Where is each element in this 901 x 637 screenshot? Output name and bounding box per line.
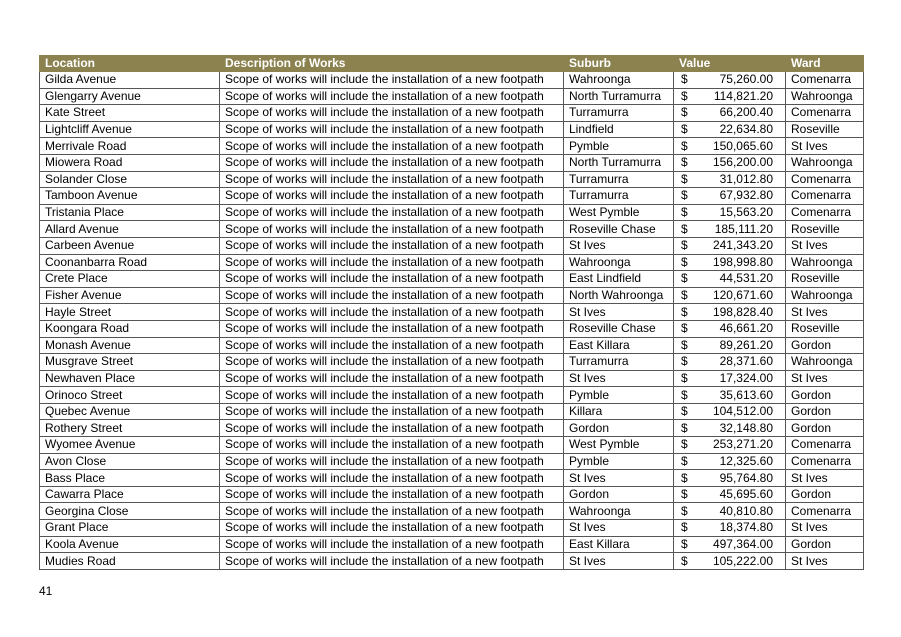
location-cell: Merrivale Road [40, 138, 220, 155]
description-cell: Scope of works will include the installation of a new footpath [220, 237, 564, 254]
currency-symbol: $ [681, 122, 688, 137]
table-row [40, 287, 864, 304]
location-cell: Crete Place [40, 271, 220, 288]
location-cell: Rothery Street [40, 420, 220, 437]
value-amount: 15,563.20 [719, 205, 773, 220]
value-amount: 198,828.40 [712, 304, 773, 319]
value-amount: 95,764.80 [719, 470, 773, 485]
currency-symbol: $ [681, 520, 688, 535]
value-amount: 75,260.00 [719, 72, 773, 87]
suburb-cell: St Ives [564, 553, 674, 570]
value-amount: 35,613.60 [719, 387, 773, 402]
ward-cell: Gordon [786, 486, 864, 503]
suburb-cell: St Ives [564, 370, 674, 387]
ward-cell: Comenarra [786, 437, 864, 454]
value-cell [674, 271, 786, 288]
description-cell: Scope of works will include the installation of a new footpath [220, 553, 564, 570]
suburb-cell: North Turramurra [564, 154, 674, 171]
value-amount: 198,998.80 [712, 254, 773, 269]
table-row [40, 154, 864, 171]
currency-symbol: $ [681, 254, 688, 269]
value-cell [674, 154, 786, 171]
value-cell [674, 420, 786, 437]
currency-symbol: $ [681, 354, 688, 369]
table-row [40, 171, 864, 188]
description-cell: Scope of works will include the installation of a new footpath [220, 453, 564, 470]
location-cell: Quebec Avenue [40, 403, 220, 420]
ward-cell: Roseville [786, 121, 864, 138]
currency-symbol: $ [681, 553, 688, 568]
ward-cell: Wahroonga [786, 354, 864, 371]
location-cell: Tristania Place [40, 204, 220, 221]
value-amount: 66,200.40 [719, 105, 773, 120]
currency-symbol: $ [681, 271, 688, 286]
description-cell: Scope of works will include the installation of a new footpath [220, 154, 564, 171]
table-row [40, 536, 864, 553]
value-cell [674, 470, 786, 487]
ward-cell: St Ives [786, 138, 864, 155]
currency-symbol: $ [681, 321, 688, 336]
currency-symbol: $ [681, 337, 688, 352]
location-cell: Fisher Avenue [40, 287, 220, 304]
currency-symbol: $ [681, 288, 688, 303]
suburb-cell: North Turramurra [564, 88, 674, 105]
description-cell: Scope of works will include the installation of a new footpath [220, 520, 564, 537]
table-row [40, 503, 864, 520]
value-amount: 46,661.20 [719, 321, 773, 336]
location-cell: Grant Place [40, 520, 220, 537]
page-number: 41 [39, 584, 53, 598]
currency-symbol: $ [681, 221, 688, 236]
table-row [40, 553, 864, 570]
location-cell: Monash Avenue [40, 337, 220, 354]
description-cell: Scope of works will include the installation of a new footpath [220, 420, 564, 437]
currency-symbol: $ [681, 188, 688, 203]
location-cell: Gilda Avenue [40, 72, 220, 89]
table-header [40, 56, 864, 72]
ward-cell: St Ives [786, 370, 864, 387]
table-row [40, 254, 864, 271]
value-cell [674, 370, 786, 387]
location-cell: Tamboon Avenue [40, 188, 220, 205]
suburb-cell: St Ives [564, 304, 674, 321]
location-cell: Solander Close [40, 171, 220, 188]
suburb-cell: Turramurra [564, 188, 674, 205]
description-cell: Scope of works will include the installation of a new footpath [220, 437, 564, 454]
value-cell [674, 503, 786, 520]
table-row [40, 237, 864, 254]
location-cell: Lightcliff Avenue [40, 121, 220, 138]
description-cell: Scope of works will include the installation of a new footpath [220, 221, 564, 238]
value-amount: 150,065.60 [712, 138, 773, 153]
ward-cell: Roseville [786, 271, 864, 288]
table-row [40, 403, 864, 420]
value-cell [674, 437, 786, 454]
currency-symbol: $ [681, 487, 688, 502]
value-amount: 185,111.20 [714, 221, 773, 236]
ward-cell: Comenarra [786, 171, 864, 188]
value-amount: 89,261.20 [719, 337, 773, 352]
suburb-cell: Turramurra [564, 105, 674, 122]
value-cell [674, 536, 786, 553]
location-cell: Koola Avenue [40, 536, 220, 553]
value-cell [674, 403, 786, 420]
header-location: Location [40, 56, 220, 72]
location-cell: Glengarry Avenue [40, 88, 220, 105]
description-cell: Scope of works will include the installation of a new footpath [220, 105, 564, 122]
value-amount: 18,374.80 [719, 520, 773, 535]
description-cell: Scope of works will include the installation of a new footpath [220, 337, 564, 354]
ward-cell: Roseville [786, 320, 864, 337]
table-row [40, 320, 864, 337]
ward-cell: St Ives [786, 237, 864, 254]
value-cell [674, 72, 786, 89]
description-cell: Scope of works will include the installation of a new footpath [220, 503, 564, 520]
value-cell [674, 304, 786, 321]
suburb-cell: Wahroonga [564, 503, 674, 520]
table-header-row [40, 56, 864, 72]
value-cell [674, 254, 786, 271]
value-cell [674, 88, 786, 105]
suburb-cell: North Wahroonga [564, 287, 674, 304]
description-cell: Scope of works will include the installation of a new footpath [220, 254, 564, 271]
value-amount: 114,821.20 [713, 88, 773, 103]
ward-cell: Wahroonga [786, 254, 864, 271]
currency-symbol: $ [681, 453, 688, 468]
ward-cell: Roseville [786, 221, 864, 238]
table-row [40, 420, 864, 437]
description-cell: Scope of works will include the installation of a new footpath [220, 470, 564, 487]
location-cell: Avon Close [40, 453, 220, 470]
location-cell: Hayle Street [40, 304, 220, 321]
value-amount: 44,531.20 [719, 271, 773, 286]
value-amount: 45,695.60 [719, 487, 773, 502]
table-row [40, 437, 864, 454]
suburb-cell: Wahroonga [564, 254, 674, 271]
description-cell: Scope of works will include the installation of a new footpath [220, 387, 564, 404]
location-cell: Mudies Road [40, 553, 220, 570]
currency-symbol: $ [681, 88, 688, 103]
ward-cell: St Ives [786, 470, 864, 487]
table-row [40, 354, 864, 371]
currency-symbol: $ [681, 304, 688, 319]
ward-cell: Comenarra [786, 105, 864, 122]
description-cell: Scope of works will include the installation of a new footpath [220, 188, 564, 205]
table-row [40, 88, 864, 105]
description-cell: Scope of works will include the installation of a new footpath [220, 370, 564, 387]
currency-symbol: $ [681, 105, 688, 120]
suburb-cell: Gordon [564, 420, 674, 437]
value-cell [674, 453, 786, 470]
suburb-cell: Gordon [564, 486, 674, 503]
suburb-cell: Turramurra [564, 354, 674, 371]
value-amount: 32,148.80 [719, 420, 773, 435]
description-cell: Scope of works will include the installation of a new footpath [220, 354, 564, 371]
table-row [40, 271, 864, 288]
value-amount: 67,932.80 [719, 188, 773, 203]
description-cell: Scope of works will include the installation of a new footpath [220, 88, 564, 105]
location-cell: Wyomee Avenue [40, 437, 220, 454]
ward-cell: Wahroonga [786, 287, 864, 304]
table-row [40, 72, 864, 89]
currency-symbol: $ [681, 420, 688, 435]
description-cell: Scope of works will include the installation of a new footpath [220, 204, 564, 221]
table-row [40, 337, 864, 354]
currency-symbol: $ [681, 437, 688, 452]
value-amount: 31,012.80 [719, 171, 773, 186]
currency-symbol: $ [681, 72, 688, 87]
header-suburb: Suburb [564, 56, 674, 72]
value-cell [674, 221, 786, 238]
table-row [40, 221, 864, 238]
value-amount: 241,343.20 [712, 238, 773, 253]
location-cell: Orinoco Street [40, 387, 220, 404]
currency-symbol: $ [681, 370, 688, 385]
value-cell [674, 320, 786, 337]
value-cell [674, 204, 786, 221]
table-body [40, 72, 864, 570]
value-cell [674, 387, 786, 404]
ward-cell: Comenarra [786, 453, 864, 470]
ward-cell: Gordon [786, 536, 864, 553]
header-value: Value [674, 56, 786, 72]
description-cell: Scope of works will include the installation of a new footpath [220, 72, 564, 89]
ward-cell: St Ives [786, 520, 864, 537]
value-cell [674, 520, 786, 537]
value-amount: 22,634.80 [719, 122, 773, 137]
currency-symbol: $ [681, 205, 688, 220]
suburb-cell: Roseville Chase [564, 320, 674, 337]
currency-symbol: $ [681, 171, 688, 186]
suburb-cell: St Ives [564, 520, 674, 537]
value-amount: 105,222.00 [712, 553, 773, 568]
table-row [40, 520, 864, 537]
header-ward: Ward [786, 56, 864, 72]
ward-cell: Gordon [786, 337, 864, 354]
value-cell [674, 237, 786, 254]
suburb-cell: West Pymble [564, 437, 674, 454]
value-cell [674, 337, 786, 354]
value-amount: 156,200.00 [712, 155, 773, 170]
ward-cell: Comenarra [786, 188, 864, 205]
value-amount: 120,671.60 [712, 288, 773, 303]
table-row [40, 453, 864, 470]
description-cell: Scope of works will include the installation of a new footpath [220, 403, 564, 420]
table-row [40, 121, 864, 138]
value-cell [674, 121, 786, 138]
suburb-cell: St Ives [564, 470, 674, 487]
value-cell [674, 354, 786, 371]
works-table [39, 55, 864, 570]
location-cell: Newhaven Place [40, 370, 220, 387]
currency-symbol: $ [681, 470, 688, 485]
description-cell: Scope of works will include the installation of a new footpath [220, 171, 564, 188]
currency-symbol: $ [681, 238, 688, 253]
suburb-cell: Pymble [564, 453, 674, 470]
ward-cell: Gordon [786, 420, 864, 437]
table-row [40, 188, 864, 205]
suburb-cell: West Pymble [564, 204, 674, 221]
description-cell: Scope of works will include the installation of a new footpath [220, 536, 564, 553]
value-cell [674, 105, 786, 122]
suburb-cell: Pymble [564, 387, 674, 404]
value-cell [674, 188, 786, 205]
description-cell: Scope of works will include the installation of a new footpath [220, 138, 564, 155]
location-cell: Cawarra Place [40, 486, 220, 503]
value-amount: 40,810.80 [719, 503, 773, 518]
value-cell [674, 287, 786, 304]
value-amount: 12,325.60 [719, 453, 773, 468]
suburb-cell: Wahroonga [564, 72, 674, 89]
description-cell: Scope of works will include the installation of a new footpath [220, 121, 564, 138]
value-amount: 253,271.20 [712, 437, 773, 452]
suburb-cell: Pymble [564, 138, 674, 155]
value-cell [674, 553, 786, 570]
currency-symbol: $ [681, 503, 688, 518]
table-row [40, 370, 864, 387]
location-cell: Georgina Close [40, 503, 220, 520]
ward-cell: Comenarra [786, 204, 864, 221]
table-row [40, 470, 864, 487]
ward-cell: Comenarra [786, 503, 864, 520]
suburb-cell: East Killara [564, 536, 674, 553]
description-cell: Scope of works will include the installation of a new footpath [220, 320, 564, 337]
location-cell: Coonanbarra Road [40, 254, 220, 271]
table-row [40, 105, 864, 122]
currency-symbol: $ [681, 404, 688, 419]
value-amount: 28,371.60 [719, 354, 773, 369]
location-cell: Miowera Road [40, 154, 220, 171]
table-row [40, 486, 864, 503]
ward-cell: Comenarra [786, 72, 864, 89]
ward-cell: Gordon [786, 403, 864, 420]
suburb-cell: Lindfield [564, 121, 674, 138]
location-cell: Bass Place [40, 470, 220, 487]
table-row [40, 387, 864, 404]
location-cell: Carbeen Avenue [40, 237, 220, 254]
ward-cell: Wahroonga [786, 154, 864, 171]
description-cell: Scope of works will include the installation of a new footpath [220, 271, 564, 288]
value-amount: 497,364.00 [712, 536, 773, 551]
currency-symbol: $ [681, 536, 688, 551]
currency-symbol: $ [681, 138, 688, 153]
ward-cell: St Ives [786, 304, 864, 321]
currency-symbol: $ [681, 387, 688, 402]
location-cell: Allard Avenue [40, 221, 220, 238]
suburb-cell: St Ives [564, 237, 674, 254]
description-cell: Scope of works will include the installation of a new footpath [220, 486, 564, 503]
suburb-cell: East Lindfield [564, 271, 674, 288]
ward-cell: Wahroonga [786, 88, 864, 105]
description-cell: Scope of works will include the installation of a new footpath [220, 304, 564, 321]
value-amount: 17,324.00 [719, 370, 773, 385]
ward-cell: Gordon [786, 387, 864, 404]
description-cell: Scope of works will include the installation of a new footpath [220, 287, 564, 304]
currency-symbol: $ [681, 155, 688, 170]
value-amount: 104,512.00 [712, 404, 773, 419]
table-row [40, 304, 864, 321]
suburb-cell: Roseville Chase [564, 221, 674, 238]
location-cell: Koongara Road [40, 320, 220, 337]
suburb-cell: Killara [564, 403, 674, 420]
suburb-cell: Turramurra [564, 171, 674, 188]
suburb-cell: East Killara [564, 337, 674, 354]
header-description: Description of Works [220, 56, 564, 72]
value-cell [674, 138, 786, 155]
value-cell [674, 171, 786, 188]
table-row [40, 138, 864, 155]
value-cell [674, 486, 786, 503]
ward-cell: St Ives [786, 553, 864, 570]
table-row [40, 204, 864, 221]
location-cell: Musgrave Street [40, 354, 220, 371]
location-cell: Kate Street [40, 105, 220, 122]
